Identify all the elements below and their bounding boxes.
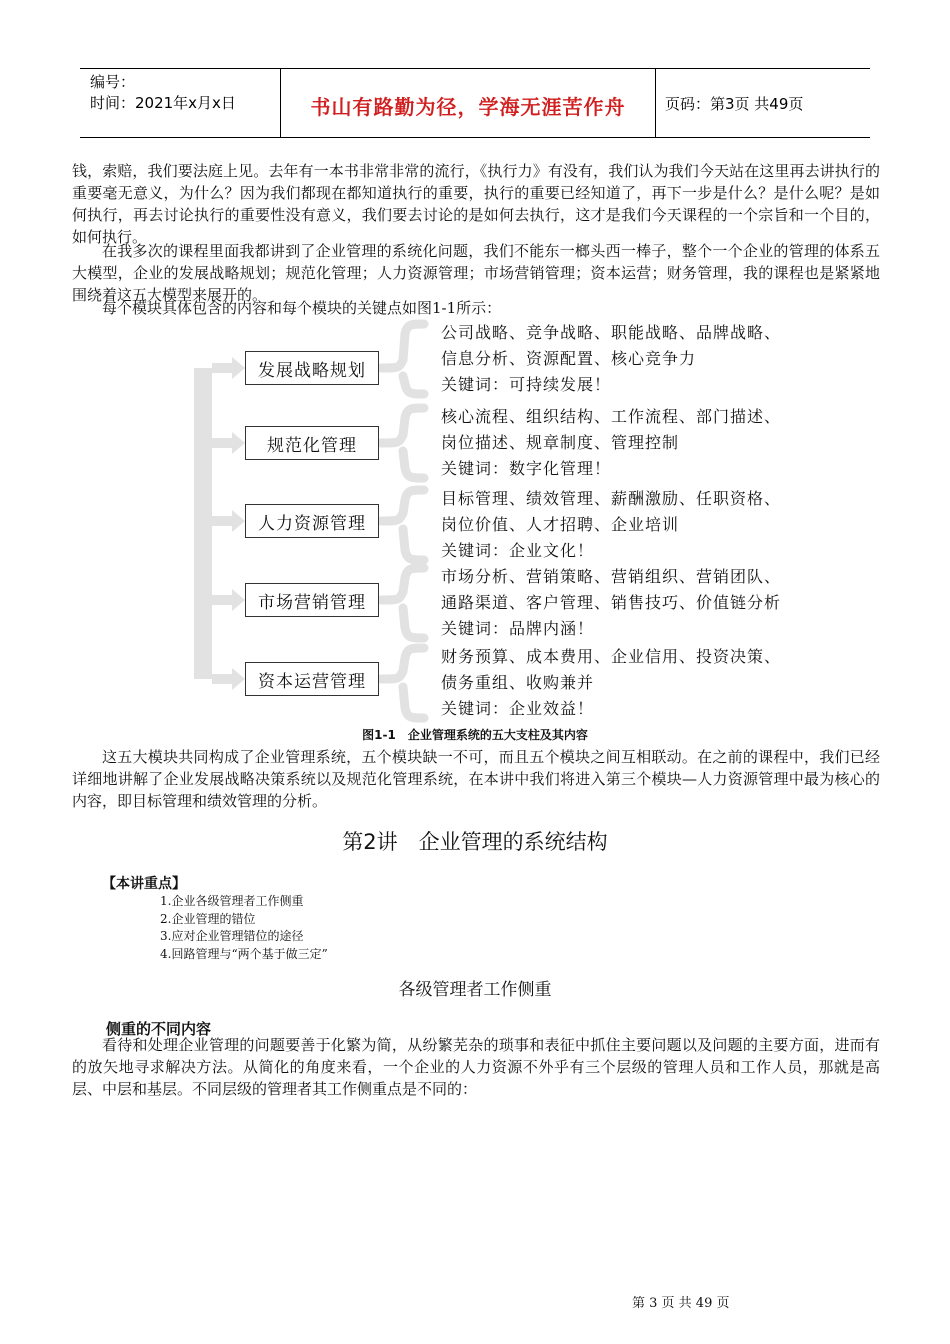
key-point-item: 2.企业管理的错位 (160, 911, 256, 926)
diagram-brace (381, 568, 424, 638)
diagram-content-line: 关键词：可持续发展！ (441, 375, 612, 394)
diagram-arrow-shaft (212, 674, 232, 684)
number-label: 编号： (90, 73, 136, 91)
date-label: 时间：2021年x月x日 (90, 94, 236, 112)
diagram-content-line: 核心流程、组织结构、工作流程、部门描述、 (441, 407, 782, 426)
diagram-content-line: 关键词：数字化管理！ (441, 459, 612, 478)
diagram-content-line: 公司战略、竞争战略、职能战略、品牌战略、 (441, 323, 782, 342)
diagram-content-line: 岗位描述、规章制度、管理控制 (441, 433, 680, 452)
key-points-title: 【本讲重点】 (102, 876, 186, 892)
diagram-module-box: 市场营销管理 (245, 583, 379, 617)
diagram-content-line: 债务重组、收购兼并 (441, 673, 595, 692)
paragraph-3: 每个模块具体包含的内容和每个模块的关键点如图1-1所示： (102, 299, 502, 317)
diagram-module-content (441, 404, 781, 482)
diagram-brace (381, 490, 424, 560)
key-point-item: 1.企业各级管理者工作侧重 (160, 894, 304, 908)
diagram-content-line: 关键词：企业文化！ (441, 541, 595, 560)
paragraph-1: 钱，索赔，我们要法庭上见。去年有一本书非常非常的流行，《执行力》有没有，我们认为我们今天站在这里再去讲执行的重要毫无意义，为什么？因为我们都现在都知道执行的重要，执行的重要已经知道了，再下一步是什么？是什么呢？是如何执行，再去讨论执行的重要性没有意义，我们要去讨论的是如何去执行，这才是我们今天课程的一个宗旨和一个目的，如何执行。 (72, 162, 880, 246)
diagram-content-line: 目标管理、绩效管理、薪酬激励、任职资格、 (441, 489, 782, 508)
diagram-brace (381, 324, 424, 394)
diagram-arrow-shaft (212, 516, 232, 526)
diagram-module-box: 资本运营管理 (245, 662, 379, 696)
subsection-title: 侧重的不同内容 (106, 1020, 212, 1038)
diagram-arrow-head (232, 432, 245, 454)
diagram-arrow-shaft (212, 363, 232, 373)
diagram-content-line: 岗位价值、人才招聘、企业培训 (441, 515, 680, 534)
paragraph-4: 这五大模块共同构成了企业管理系统，五个模块缺一不可，而且五个模块之间互相联动。在之前的课程中，我们已经详细地讲解了企业发展战略决策系统以及规范化管理系统，在本讲中我们将进入第三个模块—人力资源管理中最为核心的内容，即目标管理和绩效管理的分析。 (72, 748, 880, 810)
diagram-module-content (441, 564, 781, 642)
diagram-module-content (441, 320, 781, 398)
diagram-arrow-head (232, 668, 245, 690)
diagram-arrow-head (232, 510, 245, 532)
diagram-arrow-head (232, 589, 245, 611)
paragraph-2: 在我多次的课程里面我都讲到了企业管理的系统化问题，我们不能东一榔头西一棒子，整个一个企业的管理的体系五大模型，企业的发展战略规划；规范化管理；人力资源管理；市场营销管理；资本运营；财务管理，我的课程也是紧紧地围绕着这五大模型来展开的。 (72, 242, 880, 304)
diagram-module-box: 发展战略规划 (245, 351, 379, 385)
diagram-arrow-shaft (212, 438, 232, 448)
lecture-title: 第2讲 企业管理的系统结构 (342, 830, 608, 854)
diagram-arrow-shaft (212, 595, 232, 605)
paragraph-5: 看待和处理企业管理的问题要善于化繁为简，从纷繁芜杂的琐事和表征中抓住主要问题以及问题的主要方面，进而有的放矢地寻求解决方法。从简化的角度来看，一个企业的人力资源不外乎有三个层级的管理人员和工作人员，那就是高层、中层和基层。不同层级的管理者其工作侧重点是不同的： (72, 1036, 880, 1098)
diagram-content-line: 关键词：企业效益！ (441, 699, 595, 718)
figure-caption: 图1-1 企业管理系统的五大支柱及其内容 (362, 728, 588, 742)
diagram-content-line: 信息分析、资源配置、核心竞争力 (441, 349, 697, 368)
key-points-list (160, 893, 328, 963)
diagram-module-content (441, 644, 781, 722)
header-motto: 书山有路勤为径，学海无涯苦作舟 (310, 95, 626, 119)
diagram-content-line: 市场分析、营销策略、营销组织、营销团队、 (441, 567, 782, 586)
key-point-item: 3.应对企业管理错位的途径 (160, 929, 304, 943)
header-page-label: 页码：第3页 共49页 (665, 95, 804, 113)
diagram-content-line: 关键词：品牌内涵！ (441, 619, 595, 638)
diagram-module-content (441, 486, 781, 564)
diagram-module-box: 人力资源管理 (245, 504, 379, 538)
section-title: 各级管理者工作侧重 (398, 980, 552, 1000)
diagram-brace (381, 408, 424, 478)
diagram-spine (194, 368, 212, 679)
diagram-content-line: 财务预算、成本费用、企业信用、投资决策、 (441, 647, 782, 666)
diagram-brace (381, 648, 424, 718)
diagram-arrow-head (232, 357, 245, 379)
diagram-module-box: 规范化管理 (245, 426, 379, 460)
page-footer: 第 3 页 共 49 页 (632, 1296, 730, 1311)
key-point-item: 4.回路管理与“两个基于做三定” (160, 946, 328, 961)
diagram-content-line: 通路渠道、客户管理、销售技巧、价值链分析 (441, 593, 782, 612)
